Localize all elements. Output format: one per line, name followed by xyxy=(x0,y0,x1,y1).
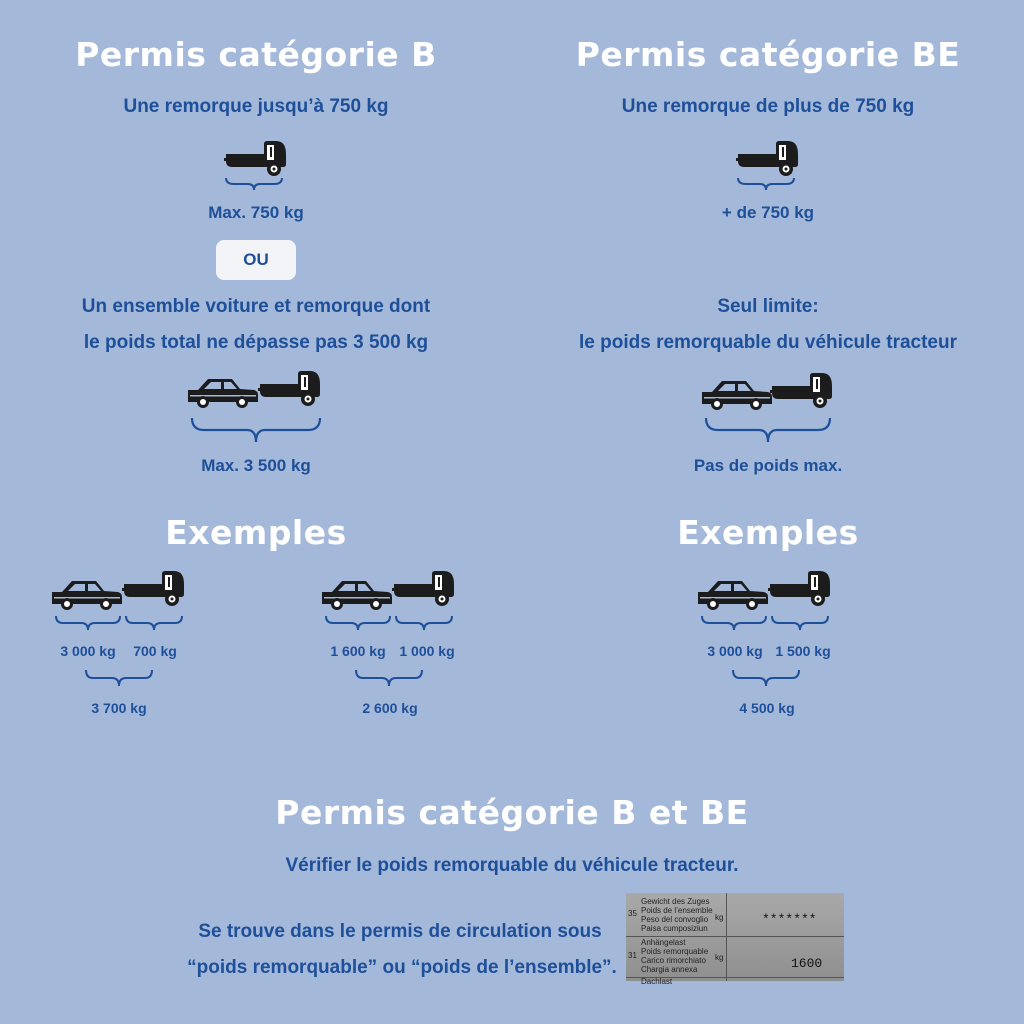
trailer-icon xyxy=(122,568,188,612)
row2-labels xyxy=(641,938,708,974)
row1-unit: kg xyxy=(715,913,724,922)
car-icon xyxy=(702,378,774,412)
title-b-be: Permis catégorie B et BE xyxy=(275,793,749,832)
example-car-weight: 3 000 kg xyxy=(60,643,116,659)
row1-label-rm: Paisa cumposiziun xyxy=(641,924,708,933)
brace-trailer xyxy=(736,176,796,192)
row2-value: 1600 xyxy=(791,956,823,971)
example-trailer-weight: 700 kg xyxy=(133,643,177,659)
instruction-line1: Vérifier le poids remorquable du véhicule tracteur. xyxy=(285,855,739,876)
car-icon xyxy=(52,578,124,612)
row2-label-de: Anhängelast xyxy=(641,938,686,947)
example-trailer-weight: 1 000 kg xyxy=(399,643,455,659)
label-max-3500: Max. 3 500 kg xyxy=(201,456,311,475)
examples-title-b: Exemples xyxy=(165,513,347,552)
row2-label-it: Carico rimorchiato xyxy=(641,956,706,965)
row1-value: ******* xyxy=(762,912,817,927)
brace-car xyxy=(54,614,124,632)
row1-label-fr: Poids de l’ensemble xyxy=(641,906,713,915)
example-trailer-weight: 1 500 kg xyxy=(775,643,831,659)
trailer-icon xyxy=(258,368,324,412)
brace-combo xyxy=(190,416,324,446)
row2-number: 31 xyxy=(628,951,637,960)
brace-trailer xyxy=(124,614,186,632)
or-badge: OU xyxy=(216,240,296,280)
example-total-weight: 2 600 kg xyxy=(362,700,418,716)
car-icon xyxy=(188,376,260,410)
registration-document-photo xyxy=(626,893,844,986)
row3-label: Dachlast xyxy=(641,977,673,986)
desc-be-line2: le poids remorquable du véhicule tracteur xyxy=(579,332,957,353)
subtitle-be: Une remorque de plus de 750 kg xyxy=(621,96,915,117)
brace-combo xyxy=(704,416,834,446)
trailer-icon xyxy=(770,370,836,414)
example-car-weight: 3 000 kg xyxy=(707,643,763,659)
desc-be-line1: Seul limite: xyxy=(717,296,819,317)
brace-total xyxy=(84,668,156,688)
row1-label-de: Gewicht des Zuges xyxy=(641,897,710,906)
trailer-icon xyxy=(768,568,834,612)
desc-b-line1: Un ensemble voiture et remorque dont xyxy=(81,296,431,317)
example-total-weight: 3 700 kg xyxy=(91,700,147,716)
brace-total xyxy=(731,668,803,688)
row2-label-fr: Poids remorquable xyxy=(641,947,709,956)
row1-label-it: Peso del convoglio xyxy=(641,915,709,924)
row2-label-rm: Chargia annexa xyxy=(641,965,698,974)
label-no-max: Pas de poids max. xyxy=(693,456,843,475)
desc-b-line2: le poids total ne dépasse pas 3 500 kg xyxy=(83,332,429,353)
brace-trailer xyxy=(394,614,456,632)
brace-car xyxy=(700,614,770,632)
instruction-line3: “poids remorquable” ou “poids de l’ensemble”. xyxy=(187,957,617,978)
label-max-750: Max. 750 kg xyxy=(208,203,304,222)
label-over-750: + de 750 kg xyxy=(721,203,815,222)
examples-title-be: Exemples xyxy=(677,513,859,552)
brace-trailer xyxy=(770,614,832,632)
brace-trailer xyxy=(224,176,284,192)
title-b: Permis catégorie B xyxy=(75,35,437,74)
car-icon xyxy=(698,578,770,612)
instruction-line2: Se trouve dans le permis de circulation sous xyxy=(198,921,602,942)
brace-car xyxy=(324,614,394,632)
car-icon xyxy=(322,578,394,612)
brace-total xyxy=(354,668,426,688)
trailer-icon xyxy=(392,568,458,612)
row1-number: 35 xyxy=(628,909,637,918)
example-total-weight: 4 500 kg xyxy=(739,700,795,716)
subtitle-b: Une remorque jusqu’à 750 kg xyxy=(123,96,389,117)
row1-labels xyxy=(641,897,713,933)
example-car-weight: 1 600 kg xyxy=(330,643,386,659)
row2-unit: kg xyxy=(715,953,724,962)
title-be: Permis catégorie BE xyxy=(575,35,961,74)
